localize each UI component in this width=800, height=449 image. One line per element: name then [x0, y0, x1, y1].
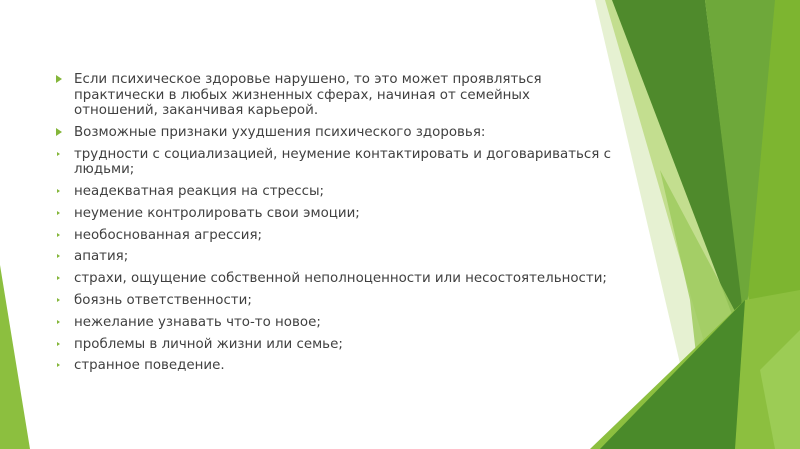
bullet-text: неумение контролировать свои эмоции; [74, 205, 360, 221]
sub-bullet-item [56, 228, 616, 244]
triangle-bullet-icon [57, 298, 60, 302]
bullet-item [56, 72, 616, 119]
sub-bullet-item [56, 337, 616, 353]
triangle-bullet-icon [56, 128, 62, 136]
triangle-bullet-icon [57, 342, 60, 346]
bullet-text: нежелание узнавать что-то новое; [74, 314, 321, 330]
triangle-bullet-icon [57, 233, 60, 237]
bullet-text: страхи, ощущение собственной неполноценности или несостоятельности; [74, 271, 607, 287]
bullet-text: необоснованная агрессия; [74, 227, 263, 243]
bullet-list [56, 72, 616, 380]
triangle-bullet-icon [57, 189, 60, 193]
triangle-bullet-icon [57, 254, 60, 258]
sub-bullet-item [56, 249, 616, 265]
triangle-bullet-icon [57, 211, 60, 215]
bullet-text: Возможные признаки ухудшения психического здоровья: [74, 124, 486, 140]
bullet-text: трудности с социализацией, неумение контактировать и договариваться с людьми; [74, 146, 611, 178]
bullet-text: Если психическое здоровье нарушено, то это может проявляться практически в любых жизненных сферах, начиная от семейных отношений, заканчивая карьерой. [74, 72, 542, 119]
bullet-text: неадекватная реакция на стрессы; [74, 184, 325, 200]
sub-bullet-item [56, 315, 616, 331]
bullet-text: странное поведение. [74, 358, 225, 374]
triangle-bullet-icon [57, 320, 60, 324]
sub-bullet-item [56, 271, 616, 287]
sub-bullet-item [56, 293, 616, 309]
sub-bullet-item [56, 147, 616, 178]
bullet-text: проблемы в личной жизни или семье; [74, 336, 343, 352]
sub-bullet-item [56, 184, 616, 200]
triangle-bullet-icon [57, 276, 60, 280]
triangle-bullet-icon [57, 363, 60, 367]
triangle-bullet-icon [57, 152, 60, 156]
triangle-bullet-icon [56, 75, 62, 83]
bullet-item [56, 125, 616, 141]
bullet-text: апатия; [74, 249, 129, 265]
bullet-text: боязнь ответственности; [74, 293, 252, 309]
sub-bullet-item [56, 206, 616, 222]
sub-bullet-item [56, 358, 616, 374]
